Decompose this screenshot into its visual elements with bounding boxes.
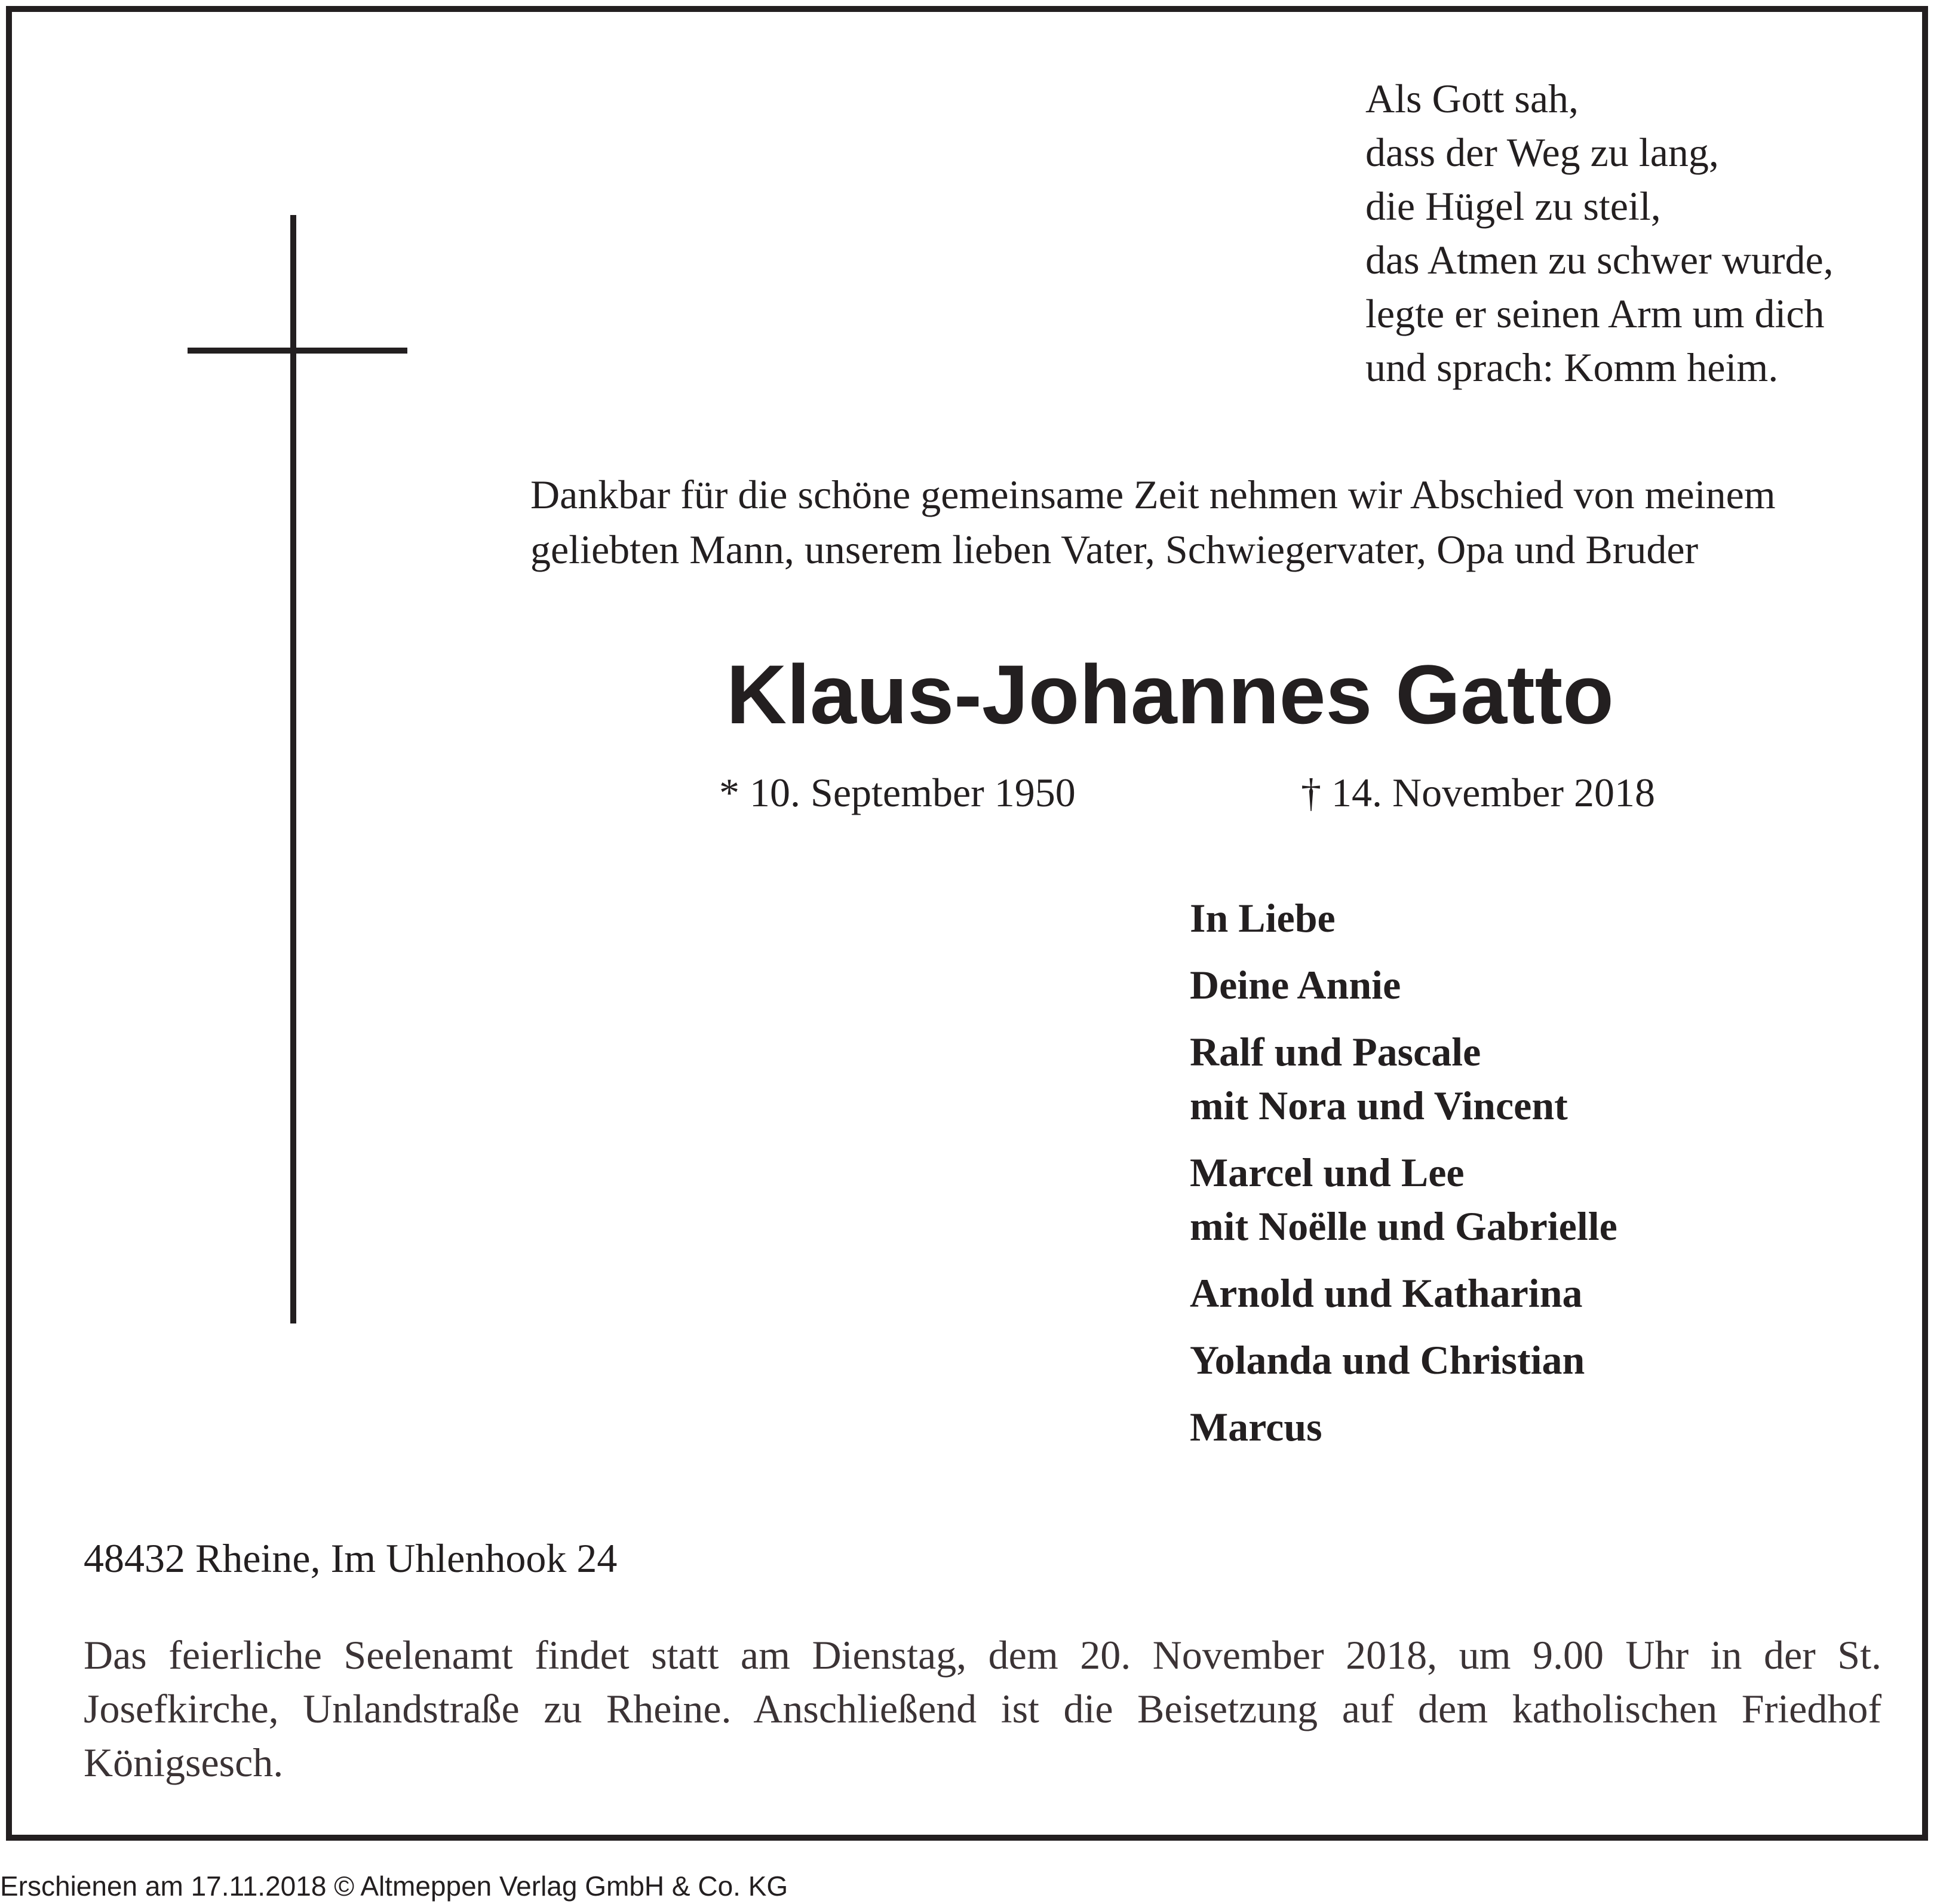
cross-icon-horizontal — [188, 348, 407, 354]
publication-footer: Erschienen am 17.11.2018 © Altmeppen Verlag GmbH & Co. KG — [0, 1871, 788, 1902]
family-group — [1190, 1146, 1617, 1253]
cross-icon-vertical — [290, 215, 296, 1323]
obituary-frame — [6, 6, 1928, 1841]
deceased-name: Klaus-Johannes Gatto — [726, 647, 1614, 741]
poem-line: dass der Weg zu lang, — [1365, 130, 1719, 175]
family-group — [1190, 1333, 1617, 1387]
family-line: Yolanda und Christian — [1190, 1337, 1585, 1383]
family-line: Arnold und Katharina — [1190, 1270, 1583, 1316]
address: 48432 Rheine, Im Uhlenhook 24 — [84, 1536, 618, 1581]
intro-text — [530, 467, 1776, 577]
family-line: Ralf und Pascale — [1190, 1029, 1481, 1074]
poem-line: legte er seinen Arm um dich — [1365, 291, 1825, 336]
family-list — [1190, 891, 1617, 1467]
family-line: In Liebe — [1190, 895, 1336, 941]
family-group — [1190, 1266, 1617, 1320]
poem-line: und sprach: Komm heim. — [1365, 345, 1779, 390]
poem — [1365, 72, 1834, 394]
poem-line: die Hügel zu steil, — [1365, 183, 1661, 229]
poem-line: das Atmen zu schwer wurde, — [1365, 237, 1834, 282]
birth-date: * 10. September 1950 — [719, 770, 1076, 815]
family-line: Deine Annie — [1190, 962, 1401, 1008]
poem-line: Als Gott sah, — [1365, 76, 1579, 121]
family-line: Marcel und Lee — [1190, 1150, 1465, 1195]
service-info: Das feierliche Seelenamt findet statt am Dienstag, dem 20. November 2018, um 9.00 Uhr in der St. Josefkirche, Unlandstraße zu Rheine. Anschließend ist die Beisetzung auf dem katholischen Friedhof Königsesch. — [84, 1632, 1881, 1785]
family-line: mit Nora und Vincent — [1190, 1083, 1568, 1128]
family-line: Marcus — [1190, 1404, 1322, 1450]
family-group — [1190, 891, 1617, 945]
family-line: mit Noëlle und Gabrielle — [1190, 1203, 1617, 1249]
family-group — [1190, 958, 1617, 1012]
family-group — [1190, 1025, 1617, 1132]
family-group — [1190, 1400, 1617, 1454]
intro-line: Dankbar für die schöne gemeinsame Zeit nehmen wir Abschied von meinem — [530, 472, 1776, 517]
intro-line: geliebten Mann, unserem lieben Vater, Schwiegervater, Opa und Bruder — [530, 527, 1699, 572]
death-date: † 14. November 2018 — [1301, 770, 1656, 815]
